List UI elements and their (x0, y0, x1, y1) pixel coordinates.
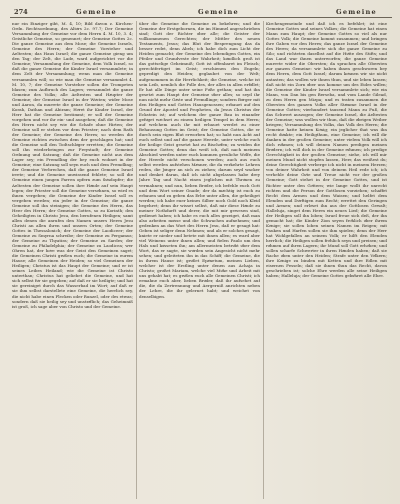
header-rule (10, 17, 392, 18)
running-head-center: Gemeine (198, 8, 239, 16)
column-2-text: über die Gemeine die Gemeine zu bekehren; und die Gemeine der Erstgebornen, die im Himmel angeschrieben sind; Gott der Richter uͤber alle; die Geister der vollkommenen Gerechten; der Mittler des neuen Testaments, Jesus; das Blut der Besprengung das da besser redet, denn Abels; ich habe dich zum Licht der Heiden gemacht; der Gemeine des lebendigen Gottes, ein Pfeiler und Grundveste der Wahrheit; kuͤndlich groß ist das gottselige Geheimniß; Gott ist offenbaret im Fleisch; gerechtfertiget im Geist; erschienen den Engeln; gepredigt den Heiden; geglaubet von der Welt; aufgenommen in die Herrlichkeit; die Gemeine, welche ist sein Leib, nemlich die Fuͤlle des, der alles in allen erfuͤllet; Er hat alle Dinge unter seine Fuͤße gethan; und hat ihn gesetzt zum Haupt der Gemeine uͤber alles; so seyd ihr nun nicht mehr Gaͤste und Fremdlinge; sondern Buͤrger mit den Heiligen und Gottes Hausgenossen; erbauet auf den Grund der Apostel und Propheten, da Jesus Christus der Eckstein ist; auf welchem der ganze Bau in einander gefuͤget waͤchset zu einem heiligen Tempel in dem Herrn; auf welchem auch ihr mit erbauet werdet zu einer Behausung Gottes im Geist; der Gemeine Gottes, die er durch sein eigen Blut erworben hat; so habt nun Acht auf euch selbst und auf die ganze Heerde, unter welche euch der heilige Geist gesetzt hat zu Bischoͤfen; zu weiden die Gemeine Gottes; denn das weiß ich, daß nach meinem Abschied werden unter euch kommen greuliche Woͤlfe, die der Heerde nicht verschonen werden; auch aus euch selbst werden aufstehen Maͤnner, die da verkehrte Lehren reden, die Juͤnger an sich zu ziehen; darum seyd wacker und denket daran, daß ich nicht abgelassen habe drey Jahre Tag und Nacht einen jeglichen mit Thraͤnen zu vermahnen; und nun, lieben Bruͤder, ich befehle euch Gott und dem Wort seiner Gnade; der da maͤchtig ist euch zu erbauen und zu geben das Erbe unter allen, die geheiliget werden; ich habe euer keines Silber noch Gold noch Kleid begehret; denn ihr wisset selbst, daß mir diese Haͤnde zu meiner Nothdurft und derer, die mit mir gewesen sind, gedienet haben; ich habe es euch alles gezeiget, daß man also arbeiten muͤsse und die Schwachen aufnehmen; und gedenken an das Wort des Herrn Jesu, daß er gesagt hat: Geben ist seliger denn Nehmen; und als er solches gesagt, kniete er nieder und betete mit ihnen allen; es ward aber viel Weinens unter ihnen allen; und fielen Paulo um den Hals und kuͤsseten ihn; am allermeisten betruͤbt uͤber dem Wort, das er sagte, sie wuͤrden sein Angesicht nicht mehr sehen; und geleiteten ihn in das Schiff; die Gemeine, die in ihrem Hause ist; gruͤßet Epaͤnetum, meinen Lieben, welcher ist der Erstling unter denen aus Achaja in Christo; gruͤßet Mariam, welche viel Muͤhe und Arbeit mit uns gehabt hat; es gruͤßen euch alle Gemeinen Christi; ich ermahne euch aber, lieben Bruͤder, daß ihr aufsehet auf die, die da Zertrennung und Aergerniß anrichten neben der Lehre, die ihr gelernet habt; und weichet von denselbigen. (139, 21, 260, 299)
text-column-3 (266, 21, 387, 501)
column-3-text: Kirchengemeinde und daß ich es befehlet; ist eine Gemeine Gottes und seines Volkes; die Gemeine hat einen Mann zum Haupt; der Gemeine Gottes so viel als nur Gottes Volk; die Gemeine kommt zusammen; und bringen ihre Gaben vor den Herrn; das ganze Israel der Gemeine des Herrn; da versammlete sich die ganze Gemeine zu Silo; und richteten daselbst auf die Huͤtte des Stifts; und das Land war ihnen unterworfen; die ganze Gemeine murrete wider die Obersten; da sprachen alle Obersten zur ganzen Gemeine: wir haben ihnen geschworen bey dem Herrn, dem Gott Israel; darum koͤnnen wir sie nicht antasten; das wollen wir ihnen thun, und sie leben lassen; daß nicht ein Zorn uͤber uns komme um des Eides willen; die Gemeine der Kinder Israel versammlete sich; wie ein Mann, von Dan bis gen Berseba, und vom Lande Gilead, zu dem Herrn gen Mizpa; und es traten zusammen die Obersten des ganzen Volks aller Staͤmme Israel in der Gemeine Gottes; vierhundert tausend Mann zu Fuß, die das Schwert auszogen; der Gemeine Israel, die Aeltesten der Gemeine; was wollen wir thun, daß die uͤbrigen Weiber kriegen; Versammlung des Volks, das Volk des Herrn; die Gemeine hatte keinen Koͤnig; ein jeglicher that was ihn recht duͤnkte; ein Heiligthum, eine Gemeine; ich will dir danken in der großen Gemeine; unter vielem Volk will ich dich ruͤhmen; ich will deinen Namen predigen meinen Bruͤdern; ich will dich in der Gemeine ruͤhmen; ich predige Gerechtigkeit in der großen Gemeine; siehe, ich will mir meinen Mund nicht stopfen lassen, Herr, das weißest du; deine Gerechtigkeit verberge ich nicht in meinem Herzen; von deiner Wahrheit und von deinem Heil rede ich; ich verhehle deine Guͤte und Treue nicht vor der großen Gemeine; Gott stehet in der Gemeine Gottes, und ist Richter unter den Goͤttern; wie lange wollt ihr unrecht richten und die Person der Gottlosen vorziehen; schaffet Recht dem Armen und dem Waisen; und helfet dem Elenden und Duͤrftigen zum Recht; errettet den Geringen und Armen; und erloͤset ihn aus der Gottlosen Gewalt; Halleluja, singet dem Herrn ein neues Lied; die Gemeine der Heiligen soll ihn loben; Israel freue sich deß, der ihn gemacht hat; die Kinder Zion seyen froͤhlich uͤber ihrem Koͤnige; sie sollen loben seinen Namen im Reigen; mit Pauken und Harfen sollen sie ihm spielen; denn der Herr hat Wohlgefallen an seinem Volk; er hilft den Elenden herrlich; die Heiligen sollen froͤhlich seyn und preisen; und ruͤhmen auf ihren Lagern; ihr Mund soll Gott erhoͤhen; und sollen scharfe Schwerter in ihren Haͤnden haben; daß sie Rache uͤben unter den Heiden; Strafe unter den Voͤlkern; ihre Koͤnige zu binden mit Ketten und ihre Edlen mit eisernen Fesseln; daß sie ihnen thun das Recht, davon geschrieben ist; solche Ehre werden alle seine Heiligen haben; Halleluja; der Gemeine Gottes gebuͤhret alle Ehre. (266, 21, 387, 279)
column-divider (136, 21, 137, 499)
column-1-text: nur ein Einziger gibt, M. 4, 10; Bild davon z. Kirchen-Ordn. Rechtsordnung, des Altaͤrs 2c. 97.7; Der Gemeine Versammlung der Gemeine vor dem Herrn 4. M. 10, 3. 4; Geistliche Gemeine, so genennet; der Gemeine Gottes 2c. Die ganze Gemeine aus dem Mose; die Gemeine Israels, Gemeine des Herrn; der Gemeine Vorsteher und Aeltesten; das Haus Israel; die ganze Gemeine gieng um den Tag; der Zelt, die Lade, ward aufgerichtet vor die Gemeine; Versammlung der Gemeine, dem Volk Israel, so daß die ganze Gemeine die Kinder Israel versammlete; in dem Zelt der Versammlung; wenn man die Gemeine versammlen will; so wie man die Gemeine versammlet 4. M. 10, 7; der Gemeine Vorsteher sollen die Trompeten blasen; zum Aufbruch des Lagers; versammlet die ganze Gemeine des Volks; alle Aeltesten und Haͤupter der Gemeine; der Gemeine Israel in der Wuͤsten; wider Mose und Aaron, da murrete die ganze Gemeine; der Gemeine Korah, Dathan und Abiram; Hoͤret ihr Kinder Israel, der Herr hat die Gemeine bestimmt; er soll der Gemeine vorgehen und vor ihr ein- und ausgehen; daß die Gemeine des Herrn nicht sey wie die Schafe ohne Hirten; der Gemeine soll er stehen vor dem Priester; nach dem Rath der Gemeine; der Gemeine des Herrn; so werden die Gemeine richten zwischen dem der geschlagen hat; und die Gemeine soll den Todtschlaͤger erretten; die Gemeine soll ihn wiederbringen zur Freystadt; der Gemeine Ordnung und Satzung; daß die Gemeine nicht aus dem Lager sey; ein Fremdling der bey euch wohnet in der Gemeine; eine Satzung soll seyn euch und dem Fremdling; der Gemeine Verbrechen, daß die ganze Gemeine Israel irrete; und die Gemeine unwissend fehlete; so soll die Gemeine einen jungen Farren opfern zum Suͤndopfer; die Aeltesten der Gemeine sollen ihre Haͤnde auf sein Haupt legen; der Priester soll die Gemeine versoͤhnen, so wird es ihnen vergeben; die Gemeine der Kinder Israel soll es vergeben werden; ein jeder in der Gemeine; die ganze Gemeine soll ihn steinigen; die Gemeine des Herrn, das Heer des Herrn; der Gemeine Gottes, so zu Korinth; den Geheiligten in Christo Jesu, den berufenen Heiligen; samt allen denen die anrufen den Namen unsers Herrn Jesu Christi an allen ihren und unsern Orten; der Gemeine Gottes in Thessalonich; der Gemeine der Laodiceer; der Gemeine zu Smyrna schreibe; der Gemeine zu Pergamus; der Gemeine zu Thyatira; der Gemeine zu Sardes; der Gemeine zu Philadelphia; der Gemeine zu Laodicea; wer Ohren hat, der hoͤre was der Geist den Gemeinen saget; die Gemeinen Christi gruͤßen euch; die Gemeine in eurem Hause; alle Gemeinen der Heiden; so viel Gemeinen der Heiligen; Christus ist das Haupt der Gemeine; und er ist seines Leibes Heiland; wie die Gemeine ist Christo unterthan; Christus hat geliebet die Gemeine, und hat sich selbst fuͤr sie gegeben; auf daß er sie heiligte; und hat sie gereiniget durch das Wasserbad im Wort; auf daß er sie ihm selbst darstellete eine Gemeine, die herrlich sey, die nicht habe einen Flecken oder Runzel, oder des etwas; sondern daß sie heilig sey und unstraͤflich; das Geheimniß ist groß, ich sage aber von Christo und der Gemeine. (12, 21, 133, 309)
page-number: 274 (14, 8, 28, 16)
running-head-right: Gemeine (336, 8, 377, 16)
running-head-left: Gemeine (76, 8, 117, 16)
text-column-2 (139, 21, 260, 501)
text-column-1 (12, 21, 133, 501)
column-divider (263, 21, 264, 499)
